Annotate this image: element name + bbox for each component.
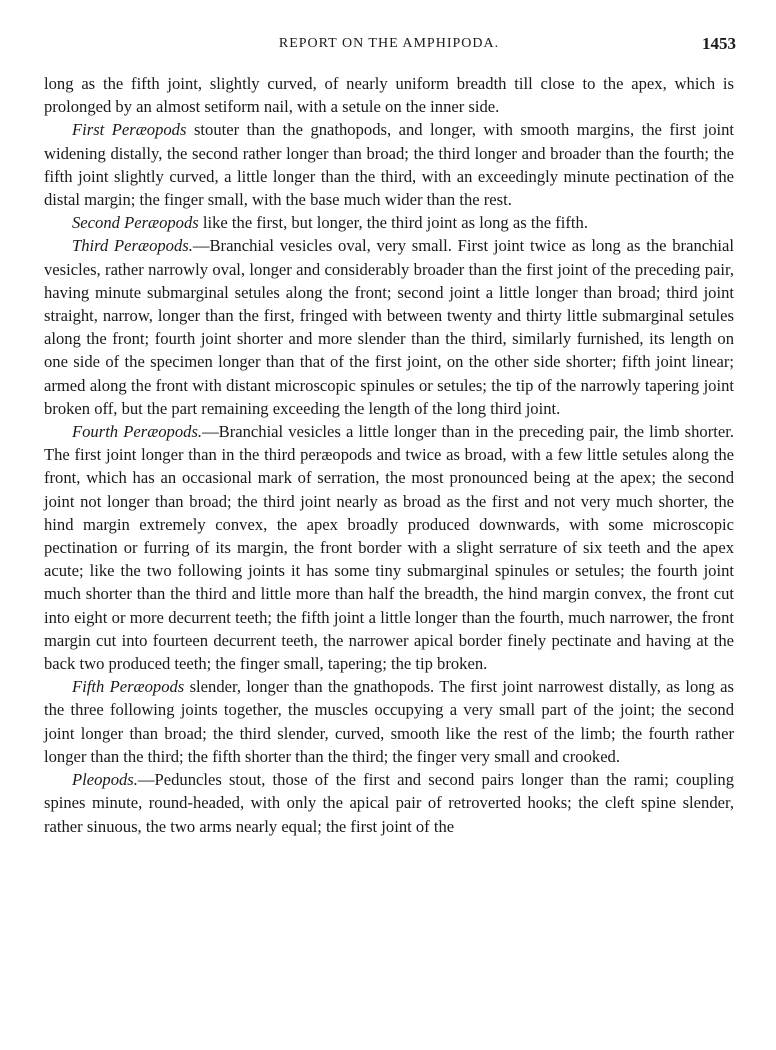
paragraph-heading: Fifth Peræopods [72, 677, 185, 697]
paragraph-heading: Second Peræopods [72, 213, 199, 233]
paragraph-first-peraeopods [44, 118, 734, 211]
paragraph-text: slender, longer than the gnathopods. The first joint narrowest distally, as long as the three following joints together, the muscles occupying a very small part of the joint; the second joint longer than broad; the third slender, curved, smooth like the rest of the limb; the fourth rather longer than the third; the fifth shorter than the third; the finger very small and crooked. [44, 677, 734, 766]
paragraph-heading: Third Peræopods. [72, 236, 193, 256]
document-page [44, 36, 734, 838]
running-title: REPORT ON THE AMPHIPODA. [278, 36, 500, 51]
running-header [44, 36, 734, 58]
paragraph-fourth-peraeopods [44, 420, 734, 675]
paragraph-continuation [44, 72, 734, 118]
paragraph-heading: Pleopods. [72, 770, 138, 790]
paragraph-text: —Branchial vesicles oval, very small. First joint twice as long as the branchial vesicles, rather narrowly oval, longer and considerably broader than the first joint of the preceding pair, having minute submarginal setules along the front; second joint a little longer than broad; third joint straight, narrow, longer than the first, fringed with between twenty and thirty little submarginal setules along the front; fourth joint shorter and more slender than the third, similarly furnished, its length on one side of the specimen longer than that of the first joint, on the other side shorter; fifth joint linear; armed along the front with distant microscopic spinules or setules; the tip of the narrowly tapering joint broken off, but the part remaining exceeding the length of the long third joint. [44, 236, 734, 418]
paragraph-heading: Fourth Peræopods. [72, 422, 203, 442]
paragraph-pleopods [44, 768, 734, 838]
body-text [44, 72, 734, 838]
paragraph-heading: First Peræopods [72, 120, 187, 140]
paragraph-second-peraeopods [44, 211, 734, 234]
paragraph-third-peraeopods [44, 234, 734, 420]
paragraph-fifth-peraeopods [44, 675, 734, 768]
paragraph-text: —Peduncles stout, those of the first and second pairs longer than the rami; coupling spines minute, round-headed, with only the apical pair of retroverted hooks; the cleft spine slender, rather sinuous, the two arms nearly equal; the first joint of the [44, 770, 734, 836]
paragraph-text: like the first, but longer, the third joint as long as the fifth. [198, 213, 588, 233]
paragraph-text: —Branchial vesicles a little longer than in the preceding pair, the limb shorter. The first joint longer than in the third peræopods and twice as broad, with a few little setules along the front, which has an occasional mark of serration, the most pronounced being at the apex; the second joint not longer than broad; the third joint nearly as broad as the first and not very much shorter, the hind margin extremely convex, the apex broadly produced downwards, with some microscopic pectination or furring of its margin, the front border with a slight serrature of six teeth and the apex acute; like the two following joints it has some tiny submarginal spinules or setules; the fourth joint much shorter than the third and little more than half the breadth, the hind margin convex, the front cut into eight or more decurrent teeth; the fifth joint a little longer than the fourth, much narrower, the front margin cut into fourteen decurrent teeth, the narrower apical border finely pectinate and having at the back two produced teeth; the finger small, tapering; the tip broken. [44, 422, 734, 674]
paragraph-text: stouter than the gnathopods, and longer, with smooth margins, the first joint widening distally, the second rather longer than broad; the third longer and broader than the fourth; the fifth joint slightly curved, a little longer than the third, with an exceedingly minute pectination of the distal margin; the finger small, with the base much wider than the rest. [44, 120, 735, 210]
page-number: 1453 [702, 34, 736, 53]
paragraph-text: long as the fifth joint, slightly curved, of nearly uniform breadth till close to the apex, which is prolonged by an almost setiform nail, with a setule on the inner side. [44, 74, 734, 117]
